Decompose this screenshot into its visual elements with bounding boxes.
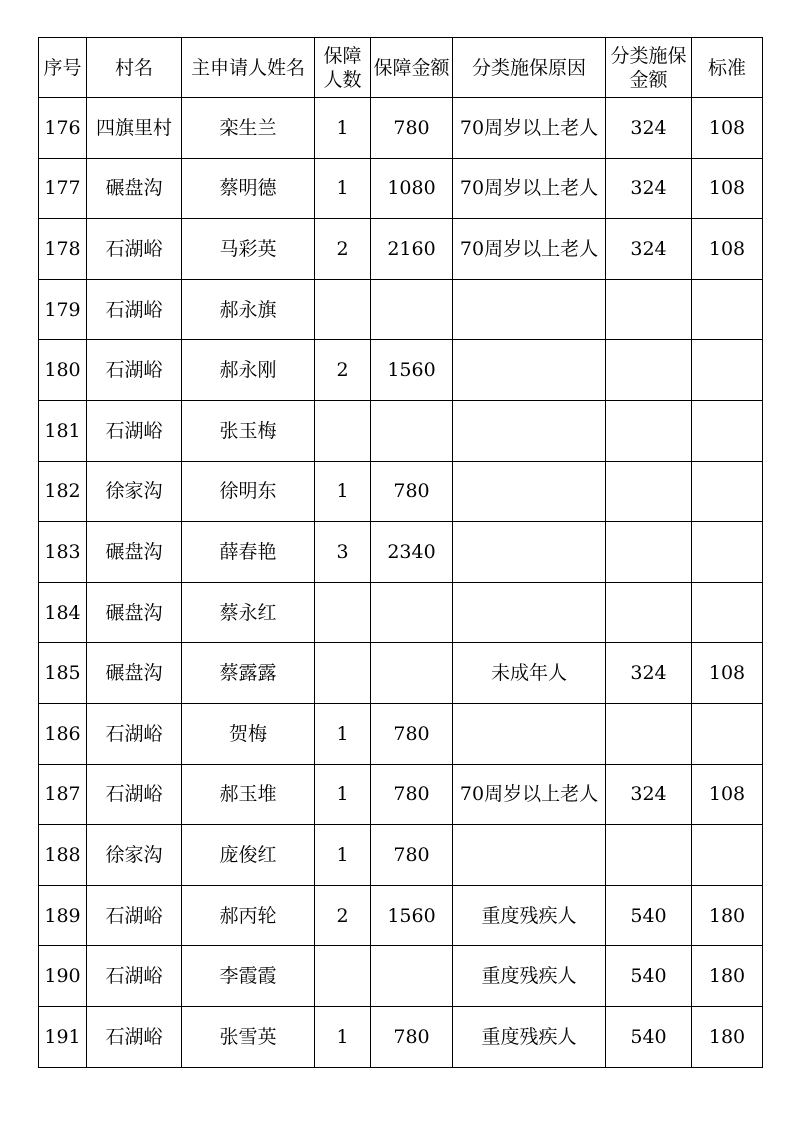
class-amount-cell: 324 — [606, 219, 692, 280]
applicant-name-cell: 马彩英 — [182, 219, 315, 280]
class-reason-cell — [453, 703, 606, 764]
table-row — [39, 400, 763, 461]
village-cell: 碾盘沟 — [87, 643, 182, 704]
applicant-name-cell: 张雪英 — [182, 1006, 315, 1067]
people-count-cell — [315, 946, 371, 1007]
standard-cell: 180 — [692, 1006, 763, 1067]
table-row — [39, 764, 763, 825]
applicant-name-cell: 郝永旗 — [182, 279, 315, 340]
amount-cell — [371, 400, 453, 461]
applicant-name-cell: 徐明东 — [182, 461, 315, 522]
applicant-name-cell: 蔡永红 — [182, 582, 315, 643]
class-reason-cell — [453, 400, 606, 461]
header-people-count: 保障人数 — [315, 38, 371, 98]
class-reason-cell — [453, 461, 606, 522]
standard-cell — [692, 400, 763, 461]
applicant-name-cell: 李霞霞 — [182, 946, 315, 1007]
class-reason-cell — [453, 340, 606, 401]
amount-cell — [371, 279, 453, 340]
people-count-cell: 1 — [315, 1006, 371, 1067]
class-amount-cell: 540 — [606, 1006, 692, 1067]
row-no: 181 — [39, 400, 87, 461]
applicant-name-cell: 郝永刚 — [182, 340, 315, 401]
amount-cell — [371, 582, 453, 643]
table-row — [39, 522, 763, 583]
assistance-table — [38, 37, 763, 1068]
village-cell: 碾盘沟 — [87, 582, 182, 643]
people-count-cell: 1 — [315, 98, 371, 159]
people-count-cell: 1 — [315, 158, 371, 219]
village-cell: 石湖峪 — [87, 885, 182, 946]
row-no: 179 — [39, 279, 87, 340]
people-count-cell: 1 — [315, 461, 371, 522]
class-amount-cell — [606, 400, 692, 461]
village-cell: 石湖峪 — [87, 764, 182, 825]
standard-cell — [692, 522, 763, 583]
standard-cell: 180 — [692, 946, 763, 1007]
row-no: 183 — [39, 522, 87, 583]
table-row — [39, 219, 763, 280]
standard-cell — [692, 825, 763, 886]
header-class-amount: 分类施保金额 — [606, 38, 692, 98]
table-row — [39, 703, 763, 764]
amount-cell: 780 — [371, 825, 453, 886]
row-no: 180 — [39, 340, 87, 401]
standard-cell — [692, 461, 763, 522]
class-reason-cell: 重度残疾人 — [453, 885, 606, 946]
amount-cell — [371, 946, 453, 1007]
class-amount-cell — [606, 340, 692, 401]
class-amount-cell — [606, 461, 692, 522]
amount-cell: 780 — [371, 461, 453, 522]
standard-cell — [692, 582, 763, 643]
row-no: 188 — [39, 825, 87, 886]
village-cell: 石湖峪 — [87, 1006, 182, 1067]
amount-cell: 780 — [371, 1006, 453, 1067]
people-count-cell: 1 — [315, 764, 371, 825]
class-reason-cell — [453, 522, 606, 583]
village-cell: 徐家沟 — [87, 461, 182, 522]
village-cell: 石湖峪 — [87, 703, 182, 764]
applicant-name-cell: 蔡明德 — [182, 158, 315, 219]
row-no: 190 — [39, 946, 87, 1007]
class-amount-cell — [606, 825, 692, 886]
row-no: 184 — [39, 582, 87, 643]
village-cell: 石湖峪 — [87, 400, 182, 461]
table-row — [39, 158, 763, 219]
class-amount-cell: 324 — [606, 643, 692, 704]
village-cell: 石湖峪 — [87, 340, 182, 401]
village-cell: 石湖峪 — [87, 946, 182, 1007]
standard-cell: 108 — [692, 764, 763, 825]
people-count-cell: 2 — [315, 885, 371, 946]
class-amount-cell — [606, 582, 692, 643]
applicant-name-cell: 郝玉堆 — [182, 764, 315, 825]
row-no: 186 — [39, 703, 87, 764]
village-cell: 石湖峪 — [87, 219, 182, 280]
class-amount-cell: 324 — [606, 764, 692, 825]
applicant-name-cell: 栾生兰 — [182, 98, 315, 159]
standard-cell: 108 — [692, 158, 763, 219]
applicant-name-cell: 薛春艳 — [182, 522, 315, 583]
table-body — [39, 98, 763, 1068]
table-row — [39, 98, 763, 159]
table-row — [39, 885, 763, 946]
class-reason-cell: 70周岁以上老人 — [453, 219, 606, 280]
class-amount-cell — [606, 279, 692, 340]
amount-cell: 780 — [371, 703, 453, 764]
village-cell: 徐家沟 — [87, 825, 182, 886]
applicant-name-cell: 蔡露露 — [182, 643, 315, 704]
standard-cell: 180 — [692, 885, 763, 946]
village-cell: 四旗里村 — [87, 98, 182, 159]
header-amount: 保障金额 — [371, 38, 453, 98]
class-amount-cell: 324 — [606, 158, 692, 219]
amount-cell: 2340 — [371, 522, 453, 583]
class-amount-cell: 540 — [606, 946, 692, 1007]
people-count-cell: 1 — [315, 825, 371, 886]
standard-cell — [692, 279, 763, 340]
class-reason-cell: 未成年人 — [453, 643, 606, 704]
standard-cell — [692, 340, 763, 401]
applicant-name-cell: 贺梅 — [182, 703, 315, 764]
amount-cell: 2160 — [371, 219, 453, 280]
village-cell: 碾盘沟 — [87, 522, 182, 583]
row-no: 187 — [39, 764, 87, 825]
class-amount-cell: 324 — [606, 98, 692, 159]
standard-cell: 108 — [692, 219, 763, 280]
class-reason-cell — [453, 825, 606, 886]
people-count-cell — [315, 582, 371, 643]
table-row — [39, 461, 763, 522]
people-count-cell: 3 — [315, 522, 371, 583]
class-reason-cell: 重度残疾人 — [453, 946, 606, 1007]
people-count-cell: 2 — [315, 340, 371, 401]
village-cell: 石湖峪 — [87, 279, 182, 340]
table-row — [39, 1006, 763, 1067]
table-row — [39, 582, 763, 643]
table-row — [39, 279, 763, 340]
class-reason-cell: 70周岁以上老人 — [453, 158, 606, 219]
amount-cell: 780 — [371, 98, 453, 159]
standard-cell: 108 — [692, 643, 763, 704]
row-no: 177 — [39, 158, 87, 219]
table-row — [39, 340, 763, 401]
row-no: 185 — [39, 643, 87, 704]
table-row — [39, 825, 763, 886]
class-reason-cell: 70周岁以上老人 — [453, 98, 606, 159]
amount-cell: 1560 — [371, 340, 453, 401]
row-no: 182 — [39, 461, 87, 522]
table-row — [39, 643, 763, 704]
village-cell: 碾盘沟 — [87, 158, 182, 219]
row-no: 191 — [39, 1006, 87, 1067]
amount-cell: 780 — [371, 764, 453, 825]
people-count-cell — [315, 643, 371, 704]
applicant-name-cell: 张玉梅 — [182, 400, 315, 461]
row-no: 189 — [39, 885, 87, 946]
class-reason-cell: 重度残疾人 — [453, 1006, 606, 1067]
row-no: 176 — [39, 98, 87, 159]
row-no: 178 — [39, 219, 87, 280]
header-applicant-name: 主申请人姓名 — [182, 38, 315, 98]
people-count-cell — [315, 279, 371, 340]
applicant-name-cell: 庞俊红 — [182, 825, 315, 886]
people-count-cell — [315, 400, 371, 461]
class-amount-cell — [606, 522, 692, 583]
header-standard: 标准 — [692, 38, 763, 98]
class-reason-cell: 70周岁以上老人 — [453, 764, 606, 825]
amount-cell: 1560 — [371, 885, 453, 946]
amount-cell — [371, 643, 453, 704]
class-amount-cell: 540 — [606, 885, 692, 946]
people-count-cell: 1 — [315, 703, 371, 764]
standard-cell: 108 — [692, 98, 763, 159]
applicant-name-cell: 郝丙轮 — [182, 885, 315, 946]
amount-cell: 1080 — [371, 158, 453, 219]
standard-cell — [692, 703, 763, 764]
table-row — [39, 946, 763, 1007]
header-no: 序号 — [39, 38, 87, 98]
people-count-cell: 2 — [315, 219, 371, 280]
class-reason-cell — [453, 582, 606, 643]
header-class-reason: 分类施保原因 — [453, 38, 606, 98]
header-village: 村名 — [87, 38, 182, 98]
class-reason-cell — [453, 279, 606, 340]
class-amount-cell — [606, 703, 692, 764]
table-header — [39, 38, 763, 98]
header-row — [39, 38, 763, 98]
